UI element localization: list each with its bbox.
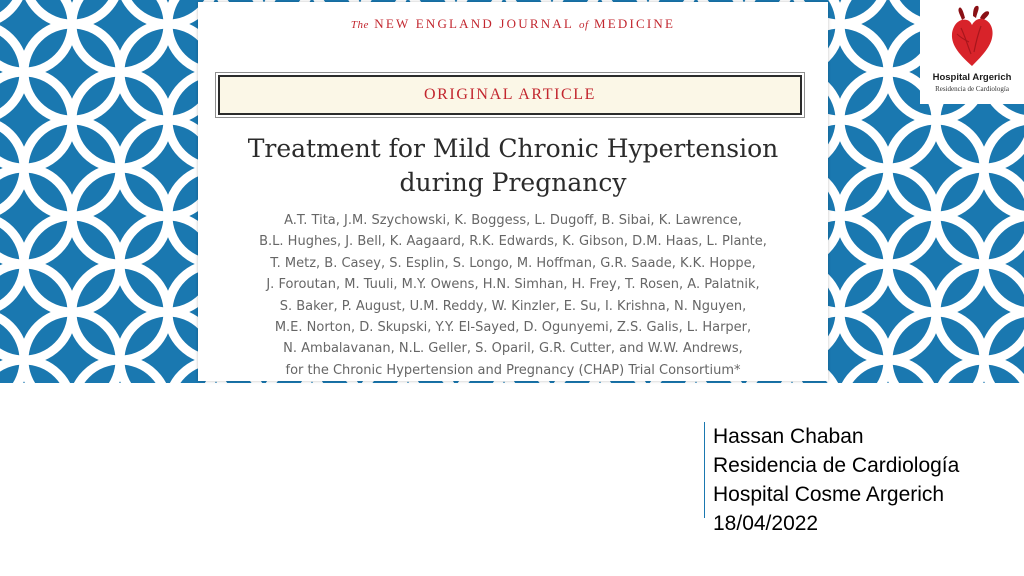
article-type-banner <box>218 75 802 115</box>
presenter-name: Hassan Chaban <box>713 425 864 448</box>
article-header-card <box>198 2 828 381</box>
article-title-line: Treatment for Mild Chronic Hypertension <box>247 134 779 163</box>
presenter-hospital: Hospital Cosme Argerich <box>713 483 945 506</box>
logo-name: Hospital Argerich <box>932 72 1012 83</box>
article-type: ORIGINAL ARTICLE <box>423 86 597 103</box>
author-line: J. Foroutan, M. Tuuli, M.Y. Owens, H.N. Simhan, H. Frey, T. Rosen, A. Palatnik, <box>266 277 760 293</box>
article-title <box>198 132 828 200</box>
presenter-department: Residencia de Cardiología <box>713 454 960 477</box>
journal-masthead <box>198 16 828 32</box>
author-line: for the Chronic Hypertension and Pregnancy (CHAP) Trial Consortium* <box>285 362 741 378</box>
logo-subtitle: Residencia de Cardiología <box>935 85 1009 93</box>
journal-suffix: MEDICINE <box>594 16 676 31</box>
presentation-date: 18/04/2022 <box>713 512 819 535</box>
author-line: M.E. Norton, D. Skupski, Y.Y. El-Sayed, D. Ogunyemi, Z.S. Galis, L. Harper, <box>274 320 752 336</box>
journal-of: of <box>578 19 589 31</box>
author-line: A.T. Tita, J.M. Szychowski, K. Boggess, L. Dugoff, B. Sibai, K. Lawrence, <box>284 213 742 228</box>
journal-name: NEW ENGLAND JOURNAL <box>374 16 574 31</box>
heart-icon <box>947 4 997 70</box>
author-line: S. Baker, P. August, U.M. Reddy, W. Kinzler, E. Su, I. Krishna, N. Nguyen, <box>279 298 747 314</box>
author-line: B.L. Hughes, J. Bell, K. Aagaard, R.K. Edwards, K. Gibson, D.M. Haas, L. Plante, <box>259 234 767 250</box>
author-list <box>198 210 828 381</box>
hospital-logo <box>920 0 1024 104</box>
journal-prefix: The <box>350 19 369 31</box>
author-line: T. Metz, B. Casey, S. Esplin, S. Longo, M. Hoffman, G.R. Saade, K.K. Hoppe, <box>270 255 756 271</box>
author-line: N. Ambalavanan, N.L. Geller, S. Oparil, G.R. Cutter, and W.W. Andrews, <box>283 341 743 357</box>
article-title-line: during Pregnancy <box>399 168 627 197</box>
presenter-info <box>704 422 960 535</box>
